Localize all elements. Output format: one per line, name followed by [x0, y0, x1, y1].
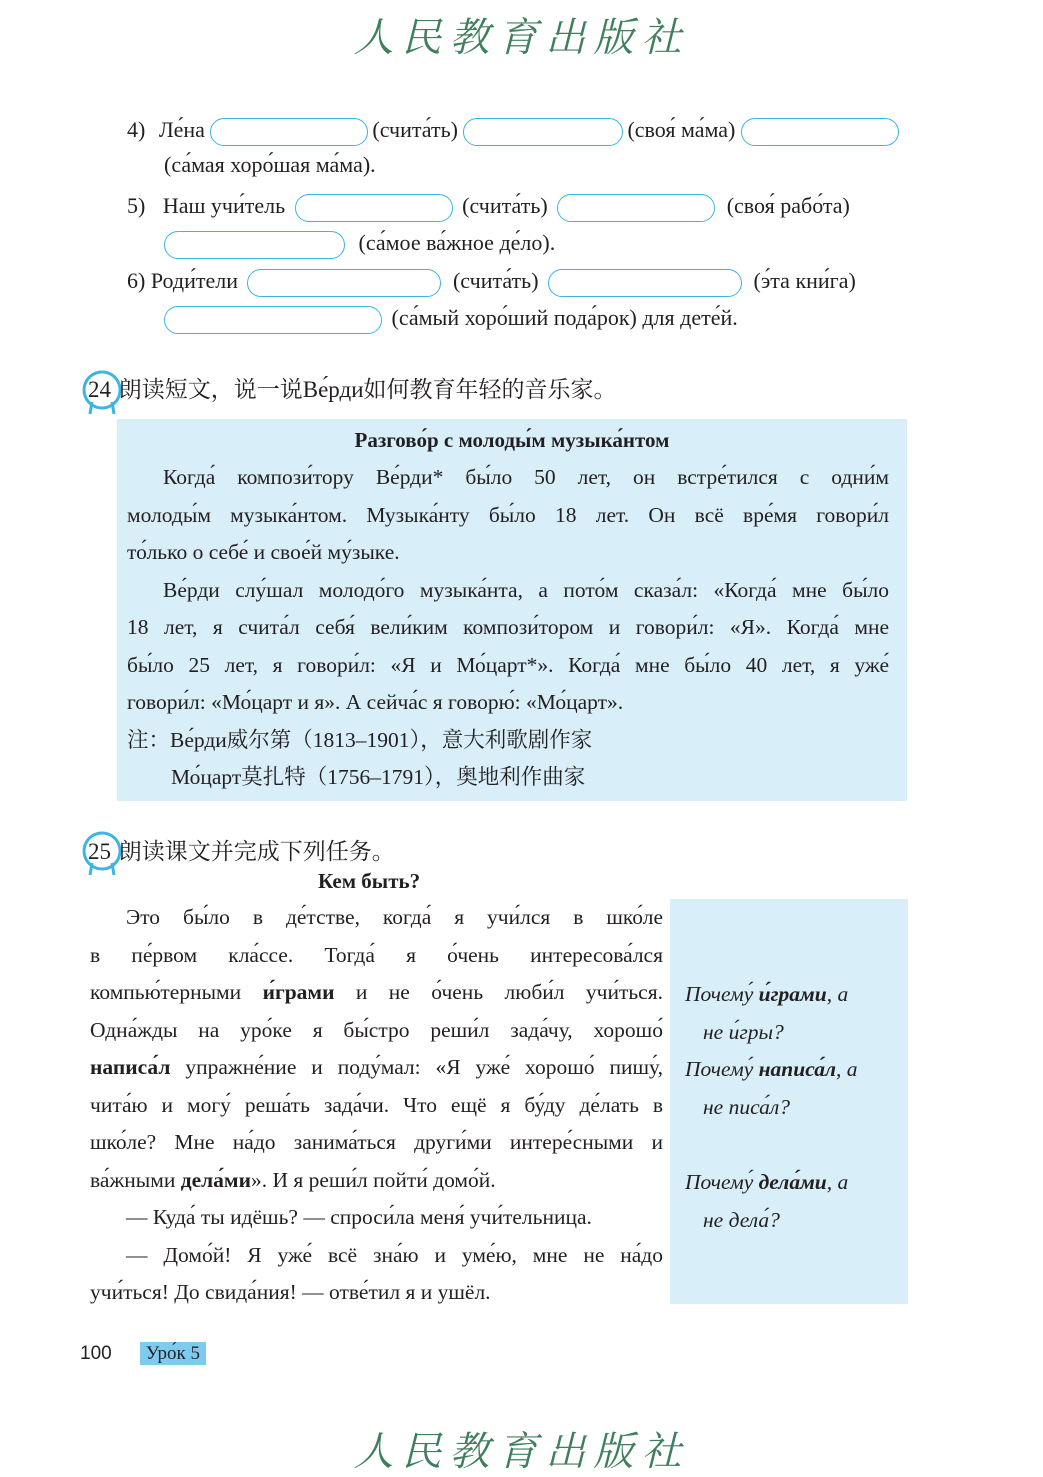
- answer-blank[interactable]: [164, 306, 382, 334]
- task-25-header: [88, 837, 395, 867]
- story-line: шко́ле? Мне на́до занима́ться други́ми интере́сными и: [90, 1130, 663, 1154]
- answer-blank[interactable]: [463, 118, 623, 146]
- note-line: [127, 759, 889, 797]
- item-number: 6): [127, 268, 146, 293]
- task-number: 25: [88, 839, 111, 864]
- story-text: [90, 899, 663, 1312]
- task-24-header: [88, 375, 617, 405]
- exercise-item-4-cont: [164, 150, 376, 180]
- note-verdi: Ве́рди威尔第（1813–1901），意大利歌剧作家: [170, 727, 593, 752]
- item-object: (своя́ ма́ма): [627, 117, 736, 142]
- answer-blank[interactable]: [164, 231, 345, 259]
- item-verb: (счита́ть): [452, 268, 539, 293]
- item-subject: Наш учи́тель: [162, 193, 286, 218]
- item-subject: Ле́на: [158, 117, 205, 142]
- note-line: [127, 722, 889, 760]
- page-number: 100: [80, 1343, 112, 1364]
- reading-line: то́лько о себе́ и свое́й му́зыке.: [127, 540, 400, 564]
- story-line: написа́л упражне́ние и поду́мал: «Я уже́ хорошо́ пишу́,: [90, 1055, 663, 1079]
- item-verb: (счита́ть): [372, 117, 458, 142]
- reading-line: бы́ло 25 лет, я говори́л: «Я и Мо́царт*». Когда́ мне бы́ло 40 лет, я уже́: [127, 652, 889, 677]
- note-label: 注：: [127, 727, 171, 752]
- story-line: — Домо́й! Я уже́ всё зна́ю и уме́ю, мне не на́до: [126, 1242, 663, 1267]
- page-footer: [80, 1343, 206, 1365]
- note-mozart: Мо́царт莫扎特（1756–1791），奥地利作曲家: [171, 765, 586, 789]
- lesson-tag: Уро́к 5: [140, 1342, 206, 1365]
- story-title: Кем быть?: [318, 869, 421, 893]
- story-line: в пе́рвом кла́ссе. Тогда́ я о́чень интересова́лся: [90, 942, 663, 967]
- story-line: ва́жными дела́ми». И я реши́л пойти́ домо́й.: [90, 1167, 496, 1192]
- task-instruction: 朗读课文并完成下列任务。: [118, 839, 395, 864]
- reading-box: [117, 419, 907, 801]
- publisher-logo-top: 人民教育出版社: [353, 15, 690, 60]
- answer-blank[interactable]: [295, 194, 453, 222]
- story-line: чита́ю и могу́ реша́ть зада́чи. Что ещё я бу́ду де́лать в: [90, 1092, 663, 1117]
- story-line: Одна́жды на уро́ке я бы́стро реши́л зада́чу, хорошо́: [90, 1017, 663, 1042]
- side-question-3: Почему́ дела́ми, а не дела́?: [685, 1170, 849, 1232]
- answer-blank[interactable]: [741, 118, 899, 146]
- reading-title: Разгово́р с молоды́м музыка́нтом: [354, 428, 670, 452]
- exercise-item-5: [127, 191, 850, 222]
- answer-blank[interactable]: [557, 194, 715, 222]
- item-complement: (са́мое ва́жное де́ло).: [358, 230, 556, 255]
- story-line: компью́терными и́грами и не о́чень люби́л учи́ться.: [90, 980, 663, 1004]
- side-question-1: Почему́ и́грами, а не и́гры?: [685, 982, 849, 1044]
- task-number: 24: [88, 377, 111, 402]
- reading-line: Ве́рди слу́шал молодо́го музыка́нта, а пото́м сказа́л: «Когда́ мне бы́ло: [163, 577, 889, 602]
- item-object: (своя́ рабо́та): [726, 193, 850, 218]
- story-line: — Куда́ ты идёшь? — спроси́ла меня́ учи́тельница.: [126, 1205, 592, 1229]
- item-complement: (са́мая хоро́шая ма́ма).: [164, 152, 376, 177]
- item-verb: (счита́ть): [462, 193, 548, 218]
- side-question-2: Почему́ написа́л, а не писа́л?: [685, 1057, 858, 1119]
- reading-line: Когда́ компози́тору Ве́рди* бы́ло 50 лет, он встре́тился с одни́м: [163, 465, 889, 489]
- story-line: Это бы́ло в де́тстве, когда́ я учи́лся в шко́ле: [126, 905, 663, 929]
- exercise-item-6-cont: [164, 303, 738, 334]
- reading-line: говори́л: «Мо́царт и я». А сейча́с я говорю́: «Мо́царт».: [127, 690, 624, 714]
- item-complement: (са́мый хоро́ший пода́рок) для дете́й.: [391, 305, 738, 330]
- answer-blank[interactable]: [548, 269, 742, 297]
- reading-line: молоды́м музыка́нтом. Музыка́нту бы́ло 18 лет. Он всё вре́мя говори́л: [127, 502, 889, 527]
- exercise-item-4: [127, 115, 899, 146]
- item-subject: Роди́тели: [150, 268, 238, 293]
- reading-line: 18 лет, я счита́л себя́ вели́ким компози́тором и говори́л: «Я». Когда́ мне: [127, 615, 889, 639]
- side-questions-box: [670, 899, 908, 1304]
- item-object: (э́та кни́га): [753, 268, 856, 293]
- exercise-item-6: [127, 266, 856, 297]
- item-number: 4): [127, 117, 146, 142]
- story-line: учи́ться! До свида́ния! — отве́тил я и ушёл.: [90, 1280, 491, 1304]
- exercise-item-5-cont: [164, 228, 555, 259]
- item-number: 5): [127, 193, 146, 218]
- task-instruction: 朗读短文，说一说Ве́рди如何教育年轻的音乐家。: [118, 377, 617, 402]
- answer-blank[interactable]: [247, 269, 441, 297]
- publisher-logo-bottom: 人民教育出版社: [353, 1429, 690, 1474]
- reading-text: [127, 459, 889, 797]
- answer-blank[interactable]: [210, 118, 368, 146]
